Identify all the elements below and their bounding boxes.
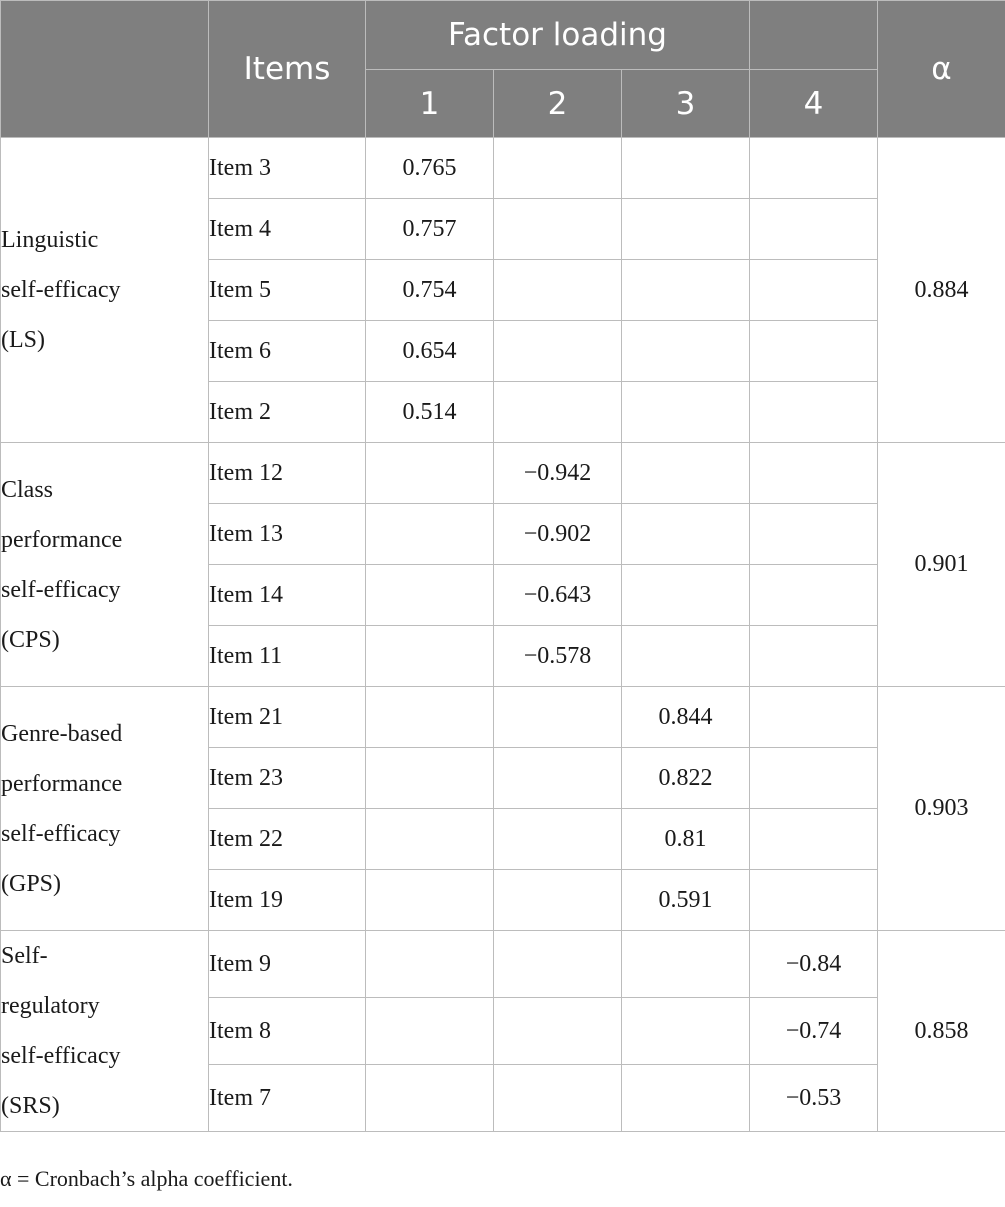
loading-cell-factor-1: 0.757 <box>366 199 494 260</box>
loading-cell-factor-1: 0.765 <box>366 138 494 199</box>
loading-cell-factor-4 <box>750 260 878 321</box>
loading-cell-factor-3: 0.81 <box>622 809 750 870</box>
loading-cell-factor-4 <box>750 382 878 443</box>
loading-cell-factor-1 <box>366 687 494 748</box>
table-row <box>1 931 1005 998</box>
group-name-line: (SRS) <box>1 1093 60 1119</box>
loading-cell-factor-2 <box>494 382 622 443</box>
loading-cell-factor-3 <box>622 199 750 260</box>
loading-cell-factor-4: −0.74 <box>750 998 878 1065</box>
item-label-cell: Item 19 <box>209 870 366 931</box>
group-name-line: performance <box>1 770 123 797</box>
table-footnote: α = Cronbach’s alpha coefficient. <box>0 1166 293 1191</box>
loading-cell-factor-2: −0.902 <box>494 504 622 565</box>
loading-cell-factor-1 <box>366 504 494 565</box>
group-name-line: Genre-based <box>1 720 123 747</box>
group-name-cell <box>1 687 209 931</box>
header-factor-2: 2 <box>494 70 622 138</box>
table-body <box>1 138 1005 1132</box>
table-header <box>1 1 1005 138</box>
loading-cell-factor-1: 0.514 <box>366 382 494 443</box>
loading-cell-factor-1 <box>366 443 494 504</box>
alpha-cell: 0.903 <box>878 687 1005 931</box>
item-label-cell: Item 5 <box>209 260 366 321</box>
loading-cell-factor-3 <box>622 138 750 199</box>
loading-cell-factor-1 <box>366 748 494 809</box>
loading-cell-factor-3 <box>622 998 750 1065</box>
loading-cell-factor-4 <box>750 565 878 626</box>
header-factor-3: 3 <box>622 70 750 138</box>
loading-cell-factor-3: 0.822 <box>622 748 750 809</box>
loading-cell-factor-1 <box>366 998 494 1065</box>
loading-cell-factor-2 <box>494 138 622 199</box>
item-label-cell: Item 6 <box>209 321 366 382</box>
item-label-cell: Item 12 <box>209 443 366 504</box>
group-name-line: self-efficacy <box>1 820 121 847</box>
loading-cell-factor-3 <box>622 1065 750 1132</box>
loading-cell-factor-4 <box>750 748 878 809</box>
item-label-cell: Item 7 <box>209 1065 366 1132</box>
alpha-cell: 0.901 <box>878 443 1005 687</box>
loading-cell-factor-2 <box>494 931 622 998</box>
item-label-cell: Item 22 <box>209 809 366 870</box>
loading-cell-factor-4: −0.84 <box>750 931 878 998</box>
item-label-cell: Item 4 <box>209 199 366 260</box>
group-name-line: Self- <box>1 943 48 969</box>
loading-cell-factor-4 <box>750 138 878 199</box>
group-name-line: (LS) <box>1 327 45 353</box>
loading-cell-factor-2 <box>494 199 622 260</box>
loading-cell-factor-3 <box>622 382 750 443</box>
group-name-cell <box>1 138 209 443</box>
item-label-cell: Item 11 <box>209 626 366 687</box>
loading-cell-factor-2 <box>494 748 622 809</box>
loading-cell-factor-4: −0.53 <box>750 1065 878 1132</box>
loading-cell-factor-1: 0.654 <box>366 321 494 382</box>
table-row <box>1 443 1005 504</box>
item-label-cell: Item 3 <box>209 138 366 199</box>
header-factor-4: 4 <box>750 70 878 138</box>
loading-cell-factor-1 <box>366 809 494 870</box>
alpha-cell: 0.884 <box>878 138 1005 443</box>
group-name-cell <box>1 931 209 1132</box>
loading-cell-factor-2: −0.942 <box>494 443 622 504</box>
loading-cell-factor-2 <box>494 687 622 748</box>
loading-cell-factor-4 <box>750 870 878 931</box>
loading-cell-factor-4 <box>750 504 878 565</box>
loading-cell-factor-2 <box>494 998 622 1065</box>
loading-cell-factor-2 <box>494 321 622 382</box>
loading-cell-factor-2 <box>494 809 622 870</box>
group-name-line: Linguistic <box>1 227 99 253</box>
loading-cell-factor-2 <box>494 260 622 321</box>
header-factor-loading: Factor loading <box>366 1 750 70</box>
loading-cell-factor-3 <box>622 321 750 382</box>
group-name-line: self-efficacy <box>1 576 121 603</box>
loading-cell-factor-4 <box>750 687 878 748</box>
group-name-line: (GPS) <box>1 870 62 897</box>
loading-cell-factor-3: 0.591 <box>622 870 750 931</box>
alpha-cell: 0.858 <box>878 931 1005 1132</box>
item-label-cell: Item 9 <box>209 931 366 998</box>
table-row <box>1 138 1005 199</box>
loading-cell-factor-3 <box>622 626 750 687</box>
group-name-line: Class <box>1 476 54 503</box>
item-label-cell: Item 2 <box>209 382 366 443</box>
loading-cell-factor-2 <box>494 1065 622 1132</box>
header-blank-cell <box>750 1 878 70</box>
loading-cell-factor-1: 0.754 <box>366 260 494 321</box>
loading-cell-factor-1 <box>366 870 494 931</box>
item-label-cell: Item 8 <box>209 998 366 1065</box>
loading-cell-factor-3 <box>622 443 750 504</box>
group-name-line: regulatory <box>1 993 100 1019</box>
header-items: Items <box>209 1 366 138</box>
loading-cell-factor-1 <box>366 626 494 687</box>
loading-cell-factor-4 <box>750 626 878 687</box>
loading-cell-factor-1 <box>366 931 494 998</box>
loading-cell-factor-4 <box>750 809 878 870</box>
group-name-line: self-efficacy <box>1 1043 121 1069</box>
loading-cell-factor-2: −0.643 <box>494 565 622 626</box>
header-blank-cell <box>1 1 209 138</box>
header-factor-1: 1 <box>366 70 494 138</box>
item-label-cell: Item 21 <box>209 687 366 748</box>
loading-cell-factor-2 <box>494 870 622 931</box>
loading-cell-factor-2: −0.578 <box>494 626 622 687</box>
loading-cell-factor-3 <box>622 504 750 565</box>
loading-cell-factor-4 <box>750 443 878 504</box>
loading-cell-factor-4 <box>750 199 878 260</box>
loading-cell-factor-4 <box>750 321 878 382</box>
item-label-cell: Item 14 <box>209 565 366 626</box>
group-name-cell <box>1 443 209 687</box>
group-name-line: performance <box>1 526 123 553</box>
loading-cell-factor-1 <box>366 1065 494 1132</box>
loading-cell-factor-1 <box>366 565 494 626</box>
loading-cell-factor-3 <box>622 565 750 626</box>
table-row <box>1 687 1005 748</box>
loading-cell-factor-3: 0.844 <box>622 687 750 748</box>
group-name-line: self-efficacy <box>1 277 121 303</box>
header-alpha: α <box>878 1 1005 138</box>
group-name-line: (CPS) <box>1 626 60 653</box>
loading-cell-factor-3 <box>622 260 750 321</box>
loading-cell-factor-3 <box>622 931 750 998</box>
item-label-cell: Item 23 <box>209 748 366 809</box>
item-label-cell: Item 13 <box>209 504 366 565</box>
